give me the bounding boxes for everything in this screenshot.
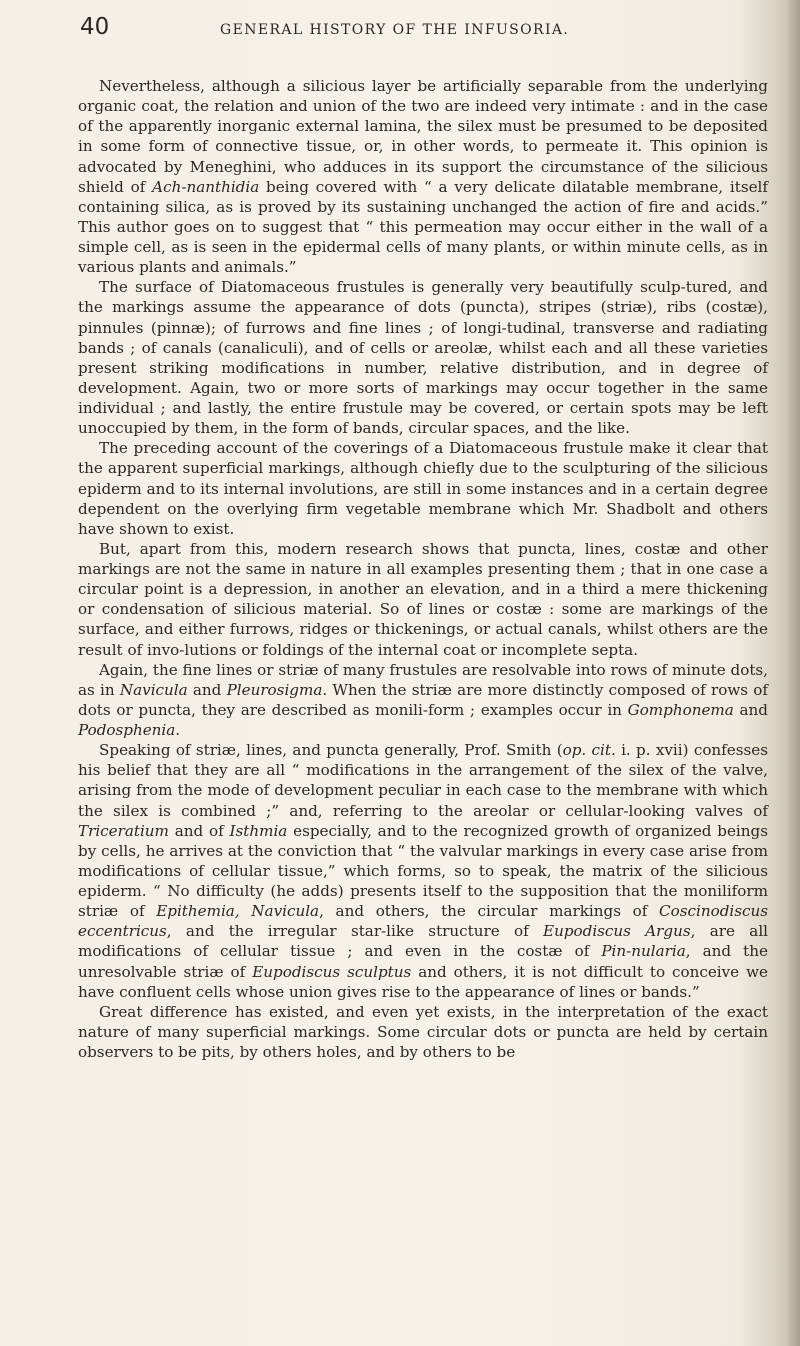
italic-text-run: Coscinodiscus eccentricus <box>78 902 768 941</box>
italic-text-run: Ach-nanthidia <box>152 177 260 196</box>
text-run: i. p. xvii) confesses his belief that they are all “ modifications in the arrangement of the silex of the valve, arising from the mode of development peculiar in each case to the membrane with which the silex is combined ;” and, referring to the areolar or cellular-looking valves of <box>78 741 769 820</box>
text-run: and others, it is not difficult to conceive we have confluent cells whose union gives rise to the appearance of lines or bands.” <box>78 962 769 1001</box>
text-run: The surface of Diatomaceous frustules is generally very beautifully sculp-tured, and the markings assume the appearance of dots (puncta), stripes (striæ), ribs (costæ), pinnules (pinnæ); of furrows and fine lines ; of longi-tudinal, transverse and radiating bands ; of canals (canaliculi), and of cells or areolæ, whilst each and all these varieties present striking modifications in number, relative distribution, and in degree of development. Again, two or more sorts of markings may occur together in the same individual ; and lastly, the entire frustule may be covered, or certain spots may be left unoccupied by them, in the form of bands, circular spaces, and the like. <box>78 278 768 438</box>
text-run: But, apart from this, modern research shows that puncta, lines, costæ and other markings are not the same in nature in all examples presenting them ; that in one case a circular point is a depression, in another an elevation, and in a third a mere thickening or condensation of silicious material. So of lines or costæ : some are markings of the surface, and either furrows, ridges or thickenings, or actual canals, whilst others are the result of invo-lutions or foldings of the internal coat or incomplete septa. <box>78 539 768 659</box>
text-run: Again, the fine lines or striæ of many frustules are resolvable into rows of minute dots, as in <box>78 660 768 699</box>
text-run: , and the unresolvable striæ of <box>78 942 768 981</box>
paragraph <box>78 539 768 660</box>
paragraph <box>78 1002 768 1062</box>
paragraph <box>78 76 768 277</box>
paragraph <box>78 660 768 741</box>
running-head: GENERAL HISTORY OF THE INFUSORIA. <box>220 22 570 38</box>
text-run: Great difference has existed, and even yet exists, in the interpretation of the exact nature of many superficial markings. Some circular dots or puncta are held by certain observers to be pits, by others holes, and by others to be <box>78 1002 768 1061</box>
italic-text-run: Epithemia, Navicula <box>156 902 320 921</box>
text-run: Nevertheless, although a silicious layer be artificially separable from the underlying organic coat, the relation and union of the two are indeed very intimate : and in the case of the apparently inorganic external lamina, the silex must be presumed to be deposited in some form of connective tissue, or, in other words, to permeate it. This opinion is advocated by Meneghini, who adduces in its support the circumstance of the silicious shield of <box>78 77 768 196</box>
italic-text-run: Navicula <box>119 680 188 699</box>
text-run: , and the irregular star-like structure of <box>166 922 544 941</box>
text-run: and <box>733 700 768 719</box>
text-run: , are all modifications of cellular tissue ; and even in the costæ of <box>78 922 769 961</box>
italic-text-run: op. cit. <box>562 741 616 760</box>
paragraph <box>78 740 768 1002</box>
text-run: being covered with “ a very delicate dilatable membrane, itself containing silica, as is proved by its sustaining unchanged the action of fire and acids.” This author goes on to suggest that “ this permeation may occur either in the wall of a simple cell, as is seen in the epidermal cells of many plants, or within minute cells, as in various plants and animals.” <box>78 177 768 277</box>
text-run: . When the striæ are more distinctly composed of rows of dots or puncta, they are described as monili-form ; examples occur in <box>78 680 768 719</box>
text-run: and of <box>168 821 230 840</box>
italic-text-run: Eupodiscus Argus <box>543 922 691 941</box>
text-run: . <box>175 721 181 739</box>
text-run: especially, and to the recognized growth of organized beings by cells, he arrives at the conviction that “ the valvular markings in every case arise from modifications of cellular tissue,” which forms, so to speak, the matrix of the silicious epiderm. “ No difficulty (he adds) presents itself to the supposition that the moniliform striæ of <box>78 821 768 921</box>
page-edge-shadow <box>786 0 800 1346</box>
text-run: Speaking of striæ, lines, and puncta generally, Prof. Smith ( <box>99 741 563 760</box>
paragraph <box>78 277 768 438</box>
text-run: and <box>187 680 227 699</box>
italic-text-run: Podosphenia <box>78 721 176 739</box>
page-number: 40 <box>80 14 110 40</box>
paragraph <box>78 438 768 539</box>
page-header <box>80 14 770 38</box>
text-run: The preceding account of the coverings of a Diatomaceous frustule make it clear that the apparent superficial markings, although chiefly due to the sculpturing of the silicious epiderm and to its internal involutions, are still in some instances and in a certain degree dependent on the overlying firm vegetable membrane which Mr. Shadbolt and others have shown to exist. <box>78 439 768 538</box>
body-text <box>78 76 768 1062</box>
italic-text-run: Triceratium <box>78 821 169 840</box>
italic-text-run: Isthmia <box>229 821 288 840</box>
italic-text-run: Eupodiscus sculptus <box>252 962 412 981</box>
italic-text-run: Gomphonema <box>627 700 734 719</box>
italic-text-run: Pleurosigma <box>226 680 323 699</box>
text-run: , and others, the circular markings of <box>319 902 660 921</box>
italic-text-run: Pin-nularia <box>601 942 686 961</box>
